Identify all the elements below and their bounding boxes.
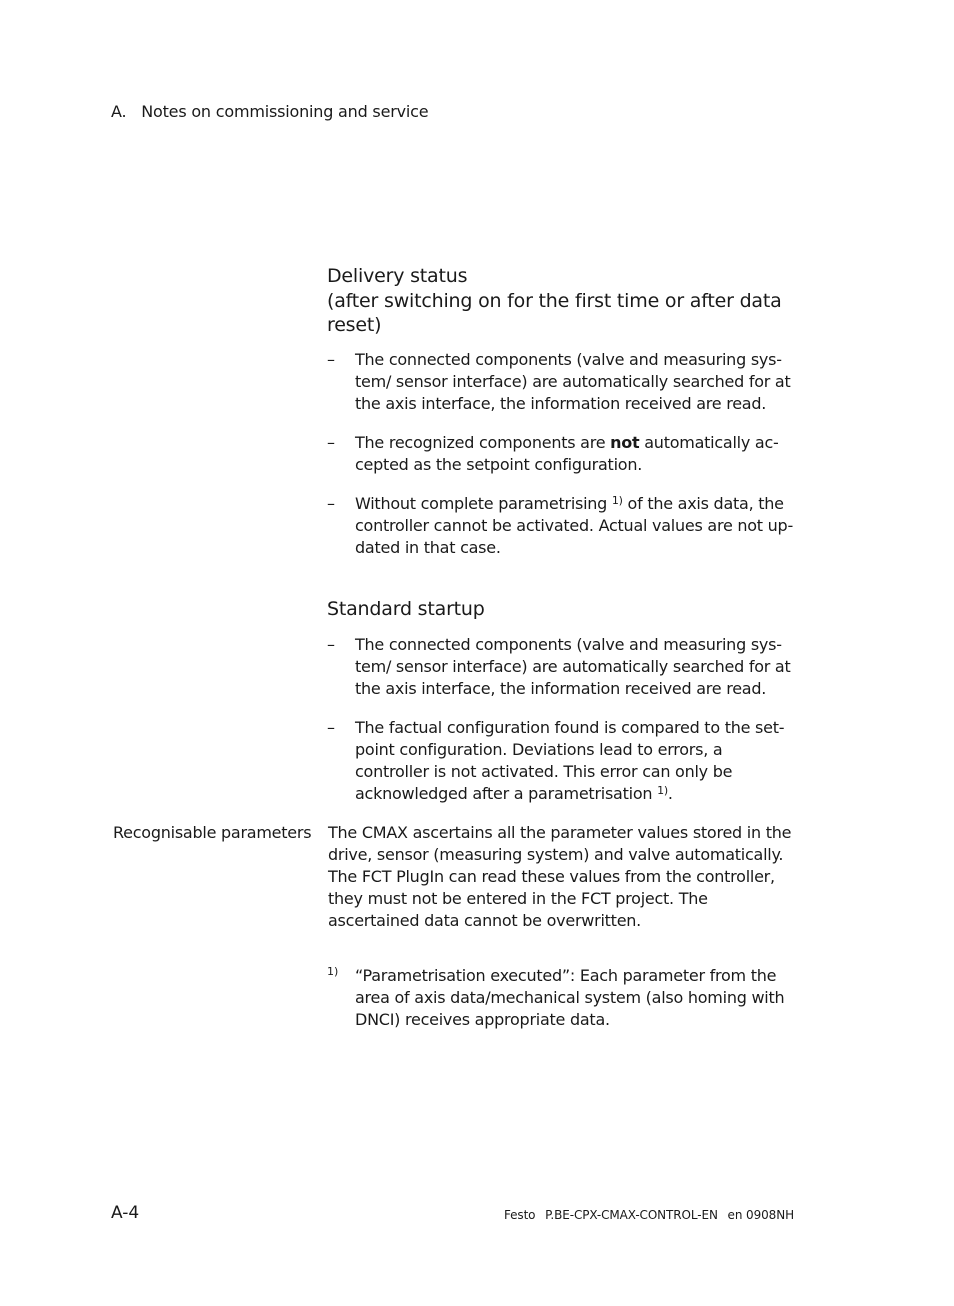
footnote-mark: 1) — [327, 965, 339, 978]
delivery-status-title: Delivery status — [327, 265, 468, 287]
bullet-text: The connected components (valve and measuring sys- tem/ sensor interface) are automatically searched for at the axis interface, the information received are read. — [355, 634, 791, 698]
delivery-status-section — [327, 264, 797, 559]
chapter-header — [111, 102, 428, 121]
bullet-dash: – — [327, 717, 335, 737]
footnote — [327, 965, 797, 1031]
bullet-text: of the axis data, the controller cannot be activated. Actual values are not up- dated in that case. — [355, 493, 793, 557]
standard-startup-heading: Standard startup — [327, 598, 485, 620]
bullet-text: The connected components (valve and measuring sys- tem/ sensor interface) are automatically searched for at the axis interface, the information received are read. — [355, 349, 791, 413]
page-number: A-4 — [111, 1203, 140, 1223]
delivery-status-heading — [327, 264, 797, 338]
chapter-number: A. — [111, 102, 127, 121]
edition: en 0908NH — [727, 1208, 794, 1222]
list-item — [327, 717, 797, 805]
delivery-status-list — [327, 349, 797, 559]
footnote-reference: 1) — [657, 783, 668, 797]
bullet-emphasis: not — [610, 432, 640, 452]
list-item — [327, 493, 797, 559]
document-reference — [504, 1208, 794, 1222]
recognisable-parameters-text: The CMAX ascertains all the parameter values stored in the drive, sensor (measuring system) and valve automatically. The FCT PlugIn can read these values from the controller, they must not be entered in the FCT project. The ascertained data cannot be overwritten. — [328, 823, 792, 930]
standard-startup-list — [327, 634, 797, 805]
standard-startup-section — [327, 597, 797, 805]
bullet-text: Without complete parametrising — [355, 493, 612, 513]
list-item — [327, 432, 797, 476]
bullet-dash: – — [327, 432, 335, 452]
bullet-text: automatically ac- cepted as the setpoint configuration. — [355, 432, 779, 474]
bullet-dash: – — [327, 349, 335, 369]
recognisable-parameters-label: Recognisable parameters — [113, 823, 312, 842]
chapter-title: Notes on commissioning and service — [141, 102, 429, 121]
list-item — [327, 349, 797, 415]
document-id: P.BE-CPX-CMAX-CONTROL-EN — [545, 1208, 718, 1222]
bullet-text: The factual configuration found is compared to the set- point configuration. Deviations lead to errors, a controller is not activated. This error can only be acknowledged after a parametrisation — [355, 717, 785, 803]
delivery-status-subtitle: (after switching on for the first time or after data reset) — [327, 289, 782, 336]
company-name: Festo — [504, 1208, 536, 1222]
list-item — [327, 634, 797, 700]
footnote-text: “Parametrisation executed”: Each parameter from the area of axis data/mechanical system (also homing with DNCI) receives appropriate data. — [355, 966, 785, 1029]
bullet-dash: – — [327, 634, 335, 654]
footnote-reference: 1) — [611, 493, 623, 507]
bullet-dash: – — [327, 493, 335, 513]
bullet-text: The recognized components are — [355, 432, 611, 452]
bullet-text: . — [667, 783, 673, 803]
